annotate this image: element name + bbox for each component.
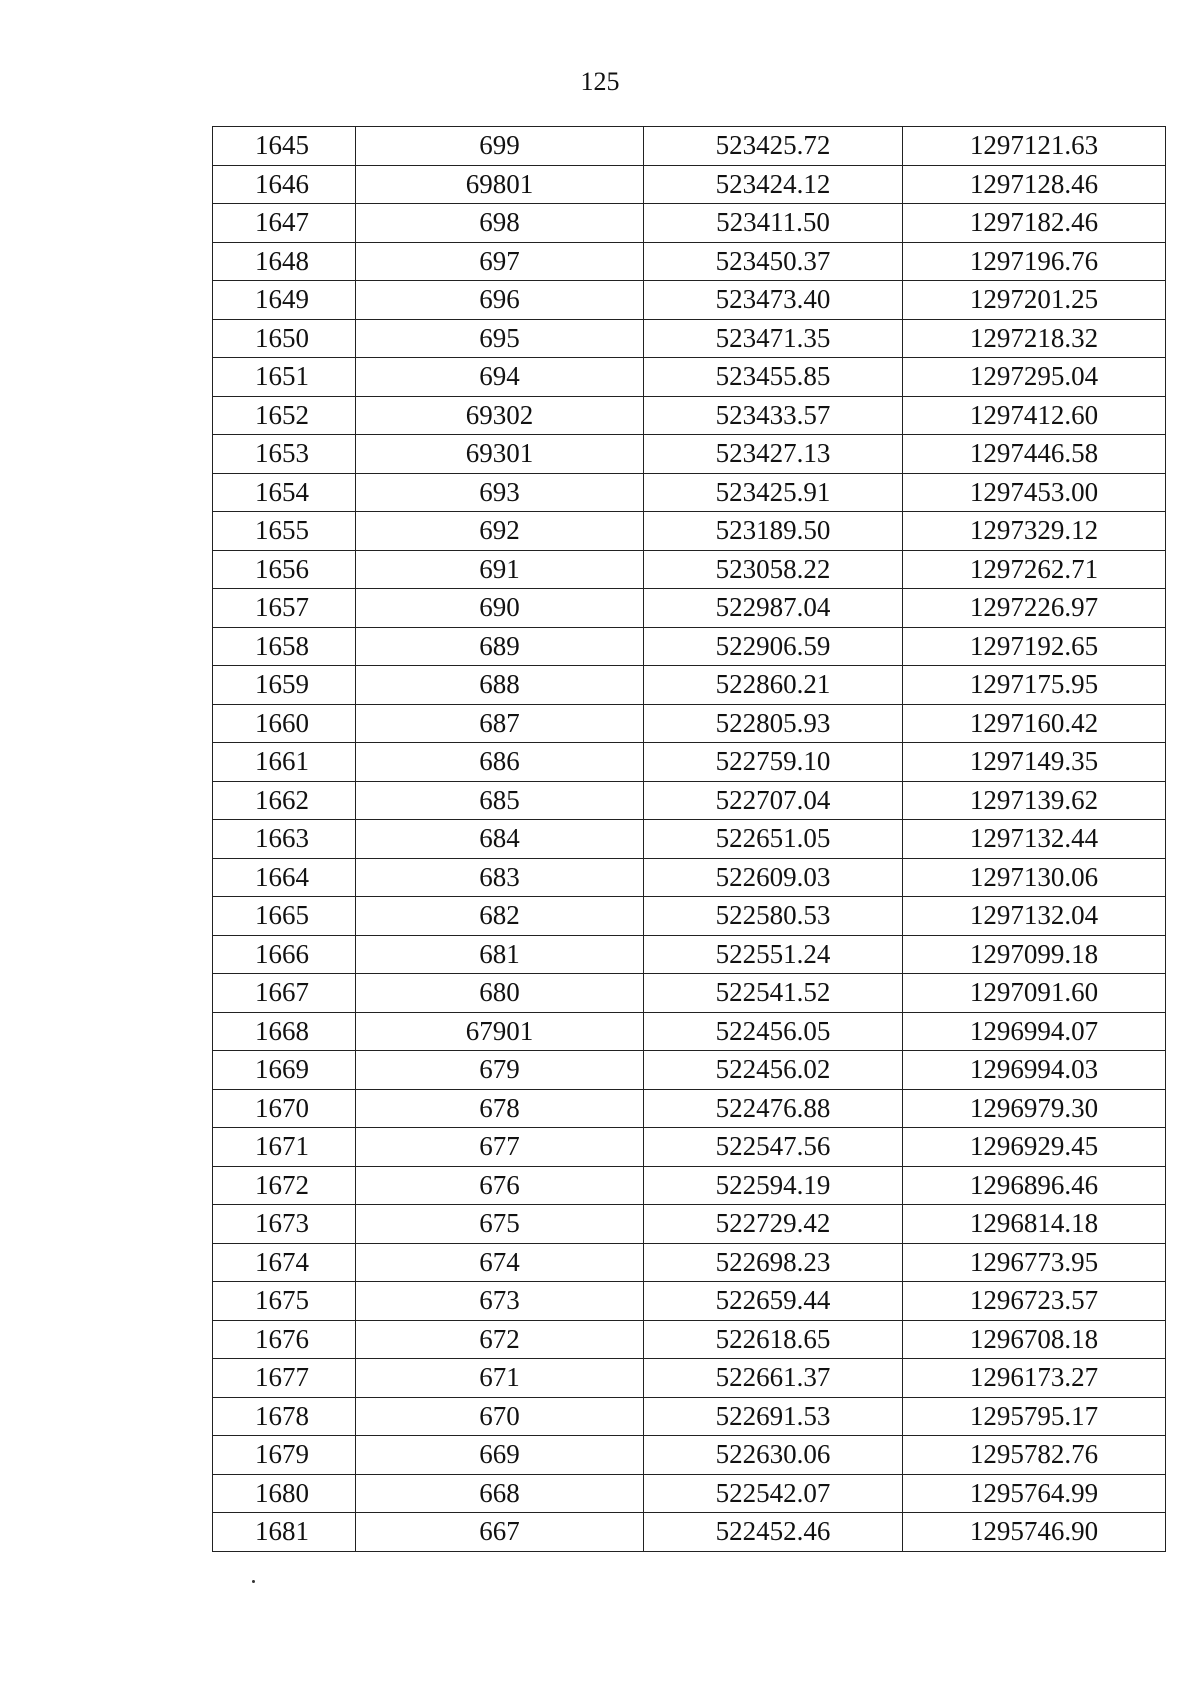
x-coordinate-cell: 523450.37: [644, 242, 903, 281]
y-coordinate-cell: 1296929.45: [903, 1128, 1166, 1167]
point-id-cell: 69301: [356, 435, 644, 474]
table-row: [213, 358, 1166, 397]
x-coordinate-cell: 522698.23: [644, 1243, 903, 1282]
y-coordinate-cell: 1296896.46: [903, 1166, 1166, 1205]
row-number-cell: 1675: [213, 1282, 356, 1321]
x-coordinate-cell: 522906.59: [644, 627, 903, 666]
point-id-cell: 684: [356, 820, 644, 859]
point-id-cell: 69801: [356, 165, 644, 204]
y-coordinate-cell: 1296173.27: [903, 1359, 1166, 1398]
point-id-cell: 67901: [356, 1012, 644, 1051]
row-number-cell: 1658: [213, 627, 356, 666]
table-row: [213, 396, 1166, 435]
point-id-cell: 680: [356, 974, 644, 1013]
point-id-cell: 688: [356, 666, 644, 705]
x-coordinate-cell: 522551.24: [644, 935, 903, 974]
table-row: [213, 1089, 1166, 1128]
table-row: [213, 1320, 1166, 1359]
point-id-cell: 681: [356, 935, 644, 974]
table-body: [213, 127, 1166, 1552]
table-row: [213, 1359, 1166, 1398]
point-id-cell: 694: [356, 358, 644, 397]
row-number-cell: 1663: [213, 820, 356, 859]
x-coordinate-cell: 522691.53: [644, 1397, 903, 1436]
row-number-cell: 1676: [213, 1320, 356, 1359]
y-coordinate-cell: 1295782.76: [903, 1436, 1166, 1475]
point-id-cell: 667: [356, 1513, 644, 1552]
point-id-cell: 691: [356, 550, 644, 589]
row-number-cell: 1668: [213, 1012, 356, 1051]
x-coordinate-cell: 522580.53: [644, 897, 903, 936]
x-coordinate-cell: 522476.88: [644, 1089, 903, 1128]
table-row: [213, 627, 1166, 666]
table-row: [213, 1282, 1166, 1321]
row-number-cell: 1652: [213, 396, 356, 435]
point-id-cell: 673: [356, 1282, 644, 1321]
x-coordinate-cell: 523473.40: [644, 281, 903, 320]
point-id-cell: 671: [356, 1359, 644, 1398]
row-number-cell: 1673: [213, 1205, 356, 1244]
table-row: [213, 1051, 1166, 1090]
x-coordinate-cell: 522630.06: [644, 1436, 903, 1475]
row-number-cell: 1674: [213, 1243, 356, 1282]
y-coordinate-cell: 1297139.62: [903, 781, 1166, 820]
row-number-cell: 1647: [213, 204, 356, 243]
table-row: [213, 1436, 1166, 1475]
x-coordinate-cell: 522805.93: [644, 704, 903, 743]
point-id-cell: 679: [356, 1051, 644, 1090]
x-coordinate-cell: 523427.13: [644, 435, 903, 474]
table-row: [213, 1012, 1166, 1051]
row-number-cell: 1656: [213, 550, 356, 589]
row-number-cell: 1672: [213, 1166, 356, 1205]
y-coordinate-cell: 1297201.25: [903, 281, 1166, 320]
point-id-cell: 690: [356, 589, 644, 628]
table-row: [213, 242, 1166, 281]
row-number-cell: 1670: [213, 1089, 356, 1128]
row-number-cell: 1651: [213, 358, 356, 397]
y-coordinate-cell: 1296994.03: [903, 1051, 1166, 1090]
row-number-cell: 1681: [213, 1513, 356, 1552]
x-coordinate-cell: 523424.12: [644, 165, 903, 204]
x-coordinate-cell: 522609.03: [644, 858, 903, 897]
point-id-cell: 676: [356, 1166, 644, 1205]
x-coordinate-cell: 522759.10: [644, 743, 903, 782]
point-id-cell: 685: [356, 781, 644, 820]
table-row: [213, 974, 1166, 1013]
row-number-cell: 1665: [213, 897, 356, 936]
y-coordinate-cell: 1296994.07: [903, 1012, 1166, 1051]
table-row: [213, 319, 1166, 358]
table-row: [213, 512, 1166, 551]
y-coordinate-cell: 1297132.44: [903, 820, 1166, 859]
x-coordinate-cell: 522456.05: [644, 1012, 903, 1051]
y-coordinate-cell: 1297192.65: [903, 627, 1166, 666]
x-coordinate-cell: 522860.21: [644, 666, 903, 705]
point-id-cell: 675: [356, 1205, 644, 1244]
table-row: [213, 435, 1166, 474]
x-coordinate-cell: 522618.65: [644, 1320, 903, 1359]
y-coordinate-cell: 1297329.12: [903, 512, 1166, 551]
y-coordinate-cell: 1297262.71: [903, 550, 1166, 589]
x-coordinate-cell: 522541.52: [644, 974, 903, 1013]
y-coordinate-cell: 1296773.95: [903, 1243, 1166, 1282]
x-coordinate-cell: 523455.85: [644, 358, 903, 397]
table-row: [213, 1128, 1166, 1167]
y-coordinate-cell: 1297091.60: [903, 974, 1166, 1013]
table-row: [213, 781, 1166, 820]
row-number-cell: 1666: [213, 935, 356, 974]
table-row: [213, 1205, 1166, 1244]
table-row: [213, 204, 1166, 243]
x-coordinate-cell: 522542.07: [644, 1474, 903, 1513]
row-number-cell: 1678: [213, 1397, 356, 1436]
x-coordinate-cell: 523425.91: [644, 473, 903, 512]
y-coordinate-cell: 1297099.18: [903, 935, 1166, 974]
x-coordinate-cell: 522729.42: [644, 1205, 903, 1244]
point-id-cell: 686: [356, 743, 644, 782]
point-id-cell: 674: [356, 1243, 644, 1282]
table-row: [213, 935, 1166, 974]
row-number-cell: 1664: [213, 858, 356, 897]
x-coordinate-cell: 522456.02: [644, 1051, 903, 1090]
point-id-cell: 689: [356, 627, 644, 666]
row-number-cell: 1662: [213, 781, 356, 820]
point-id-cell: 687: [356, 704, 644, 743]
y-coordinate-cell: 1297160.42: [903, 704, 1166, 743]
x-coordinate-cell: 523058.22: [644, 550, 903, 589]
y-coordinate-cell: 1297412.60: [903, 396, 1166, 435]
table-row: [213, 589, 1166, 628]
x-coordinate-cell: 523189.50: [644, 512, 903, 551]
y-coordinate-cell: 1296979.30: [903, 1089, 1166, 1128]
point-id-cell: 699: [356, 127, 644, 166]
row-number-cell: 1655: [213, 512, 356, 551]
x-coordinate-cell: 523433.57: [644, 396, 903, 435]
table-row: [213, 858, 1166, 897]
y-coordinate-cell: 1297132.04: [903, 897, 1166, 936]
x-coordinate-cell: 523471.35: [644, 319, 903, 358]
x-coordinate-cell: 523411.50: [644, 204, 903, 243]
row-number-cell: 1653: [213, 435, 356, 474]
table-row: [213, 666, 1166, 705]
y-coordinate-cell: 1297196.76: [903, 242, 1166, 281]
point-id-cell: 672: [356, 1320, 644, 1359]
table-row: [213, 1243, 1166, 1282]
point-id-cell: 683: [356, 858, 644, 897]
point-id-cell: 678: [356, 1089, 644, 1128]
point-id-cell: 692: [356, 512, 644, 551]
row-number-cell: 1680: [213, 1474, 356, 1513]
y-coordinate-cell: 1297121.63: [903, 127, 1166, 166]
point-id-cell: 693: [356, 473, 644, 512]
table-row: [213, 743, 1166, 782]
y-coordinate-cell: 1297128.46: [903, 165, 1166, 204]
table-row: [213, 281, 1166, 320]
x-coordinate-cell: 522594.19: [644, 1166, 903, 1205]
x-coordinate-cell: 522659.44: [644, 1282, 903, 1321]
table-row: [213, 473, 1166, 512]
row-number-cell: 1671: [213, 1128, 356, 1167]
y-coordinate-cell: 1295764.99: [903, 1474, 1166, 1513]
y-coordinate-cell: 1297218.32: [903, 319, 1166, 358]
y-coordinate-cell: 1297453.00: [903, 473, 1166, 512]
table-row: [213, 1513, 1166, 1552]
y-coordinate-cell: 1297226.97: [903, 589, 1166, 628]
table-row: [213, 897, 1166, 936]
y-coordinate-cell: 1295795.17: [903, 1397, 1166, 1436]
table-row: [213, 550, 1166, 589]
coordinate-table: [212, 126, 1166, 1552]
y-coordinate-cell: 1297295.04: [903, 358, 1166, 397]
row-number-cell: 1660: [213, 704, 356, 743]
row-number-cell: 1649: [213, 281, 356, 320]
point-id-cell: 69302: [356, 396, 644, 435]
y-coordinate-cell: 1296708.18: [903, 1320, 1166, 1359]
table-row: [213, 820, 1166, 859]
row-number-cell: 1645: [213, 127, 356, 166]
table-row: [213, 165, 1166, 204]
x-coordinate-cell: 523425.72: [644, 127, 903, 166]
scan-speck: [252, 1580, 255, 1583]
row-number-cell: 1667: [213, 974, 356, 1013]
table-row: [213, 127, 1166, 166]
y-coordinate-cell: 1297149.35: [903, 743, 1166, 782]
y-coordinate-cell: 1297446.58: [903, 435, 1166, 474]
x-coordinate-cell: 522452.46: [644, 1513, 903, 1552]
y-coordinate-cell: 1297175.95: [903, 666, 1166, 705]
point-id-cell: 695: [356, 319, 644, 358]
point-id-cell: 698: [356, 204, 644, 243]
row-number-cell: 1654: [213, 473, 356, 512]
y-coordinate-cell: 1296723.57: [903, 1282, 1166, 1321]
row-number-cell: 1657: [213, 589, 356, 628]
x-coordinate-cell: 522547.56: [644, 1128, 903, 1167]
point-id-cell: 668: [356, 1474, 644, 1513]
table-row: [213, 1397, 1166, 1436]
point-id-cell: 682: [356, 897, 644, 936]
point-id-cell: 677: [356, 1128, 644, 1167]
row-number-cell: 1677: [213, 1359, 356, 1398]
row-number-cell: 1646: [213, 165, 356, 204]
x-coordinate-cell: 522987.04: [644, 589, 903, 628]
x-coordinate-cell: 522661.37: [644, 1359, 903, 1398]
row-number-cell: 1661: [213, 743, 356, 782]
row-number-cell: 1648: [213, 242, 356, 281]
point-id-cell: 669: [356, 1436, 644, 1475]
row-number-cell: 1679: [213, 1436, 356, 1475]
row-number-cell: 1669: [213, 1051, 356, 1090]
table-row: [213, 1166, 1166, 1205]
table-row: [213, 1474, 1166, 1513]
x-coordinate-cell: 522651.05: [644, 820, 903, 859]
y-coordinate-cell: 1297182.46: [903, 204, 1166, 243]
y-coordinate-cell: 1295746.90: [903, 1513, 1166, 1552]
row-number-cell: 1659: [213, 666, 356, 705]
point-id-cell: 697: [356, 242, 644, 281]
row-number-cell: 1650: [213, 319, 356, 358]
x-coordinate-cell: 522707.04: [644, 781, 903, 820]
table-row: [213, 704, 1166, 743]
page-number: 125: [580, 67, 620, 96]
point-id-cell: 670: [356, 1397, 644, 1436]
point-id-cell: 696: [356, 281, 644, 320]
y-coordinate-cell: 1296814.18: [903, 1205, 1166, 1244]
y-coordinate-cell: 1297130.06: [903, 858, 1166, 897]
